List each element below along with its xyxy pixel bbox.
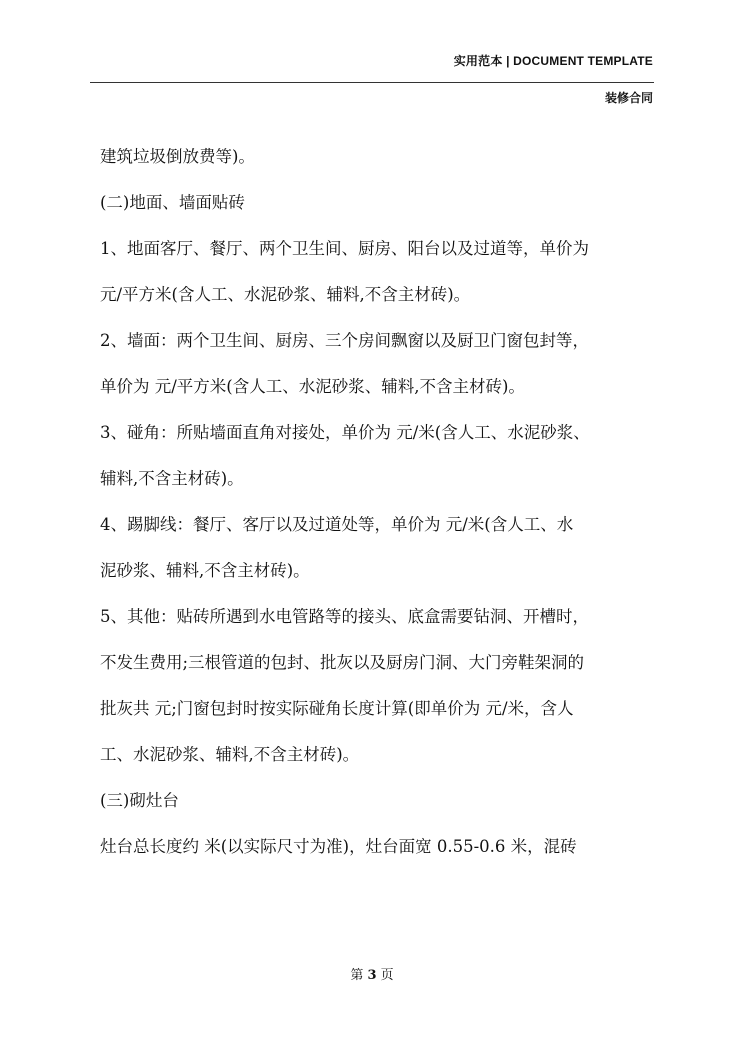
body-line: 单价为 元/平方米(含人工、水泥砂浆、辅料,不含主材砖)。 [100, 377, 525, 396]
page-number: 3 [367, 968, 377, 983]
contract-body [100, 140, 660, 876]
body-line: 3、碰角：所贴墙面直角对接处，单价为 元/米(含人工、水泥砂浆、 [100, 423, 590, 442]
body-line: 元/平方米(含人工、水泥砂浆、辅料,不含主材砖)。 [100, 285, 471, 304]
page-suffix: 页 [380, 968, 394, 983]
body-line: 泥砂浆、辅料,不含主材砖)。 [100, 561, 310, 580]
section-heading: (三)砌灶台 [100, 791, 179, 810]
body-line: 2、墙面：两个卫生间、厨房、三个房间飘窗以及厨卫门窗包封等， [100, 331, 589, 350]
header-template-label: 实用范本 | DOCUMENT TEMPLATE [453, 54, 653, 68]
body-line: 批灰共 元;门窗包封时按实际碰角长度计算(即单价为 元/米，含人 [100, 699, 574, 718]
body-line: 5、其他：贴砖所遇到水电管路等的接头、底盒需要钻洞、开槽时， [100, 607, 589, 626]
header-divider [90, 82, 654, 83]
page-prefix: 第 [350, 968, 364, 983]
document-title: 装修合同 [604, 91, 653, 105]
page-footer [0, 964, 744, 983]
body-line: 灶台总长度约 米(以实际尺寸为准)，灶台面宽 0.55-0.6 米，混砖 [100, 837, 577, 856]
body-line: 4、踢脚线：餐厅、客厅以及过道处等，单价为 元/米(含人工、水 [100, 515, 574, 534]
body-line: 建筑垃圾倒放费等)。 [100, 147, 255, 166]
body-line: 1、地面客厅、餐厅、两个卫生间、厨房、阳台以及过道等，单价为 [100, 239, 589, 258]
body-line: 工、水泥砂浆、辅料,不含主材砖)。 [100, 745, 360, 764]
section-heading: (二)地面、墙面贴砖 [100, 193, 245, 212]
body-line: 辅料,不含主材砖)。 [100, 469, 244, 488]
body-line: 不发生费用;三根管道的包封、批灰以及厨房门洞、大门旁鞋架洞的 [100, 653, 585, 672]
